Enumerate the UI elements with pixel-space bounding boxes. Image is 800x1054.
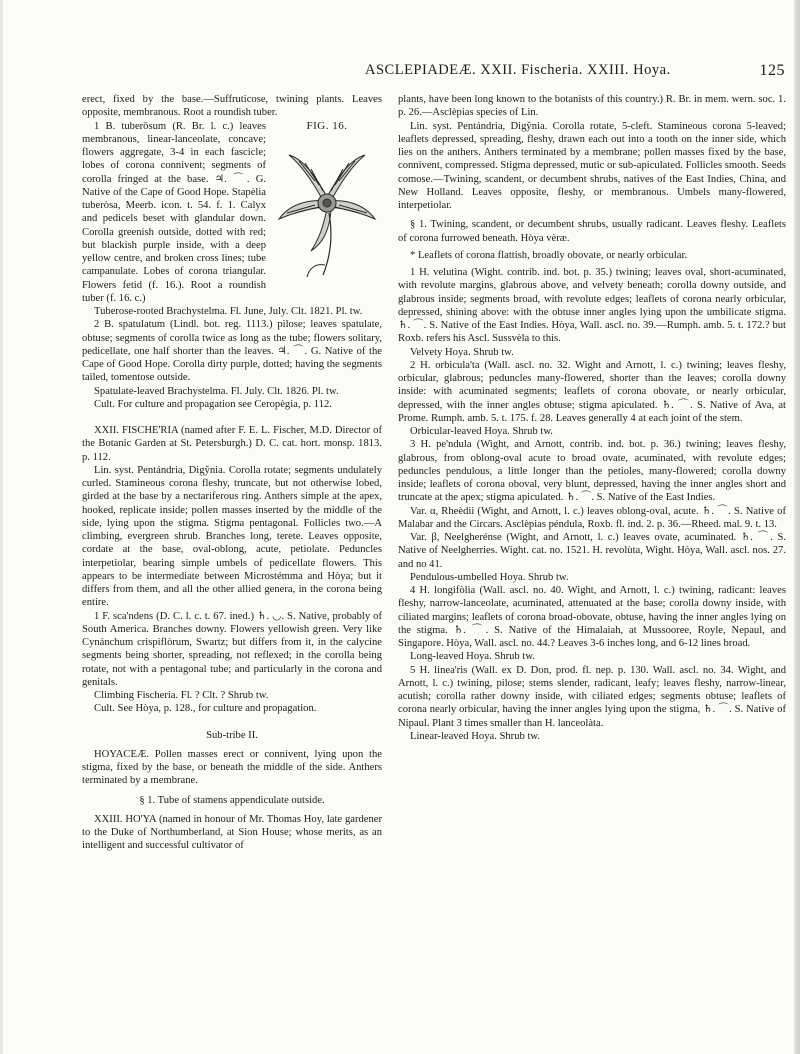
paragraph: Pendulous-umbelled Hoya. Shrub tw. xyxy=(410,571,569,583)
paragraph: 4 H. longifòlia (Wall. ascl. no. 40. Wight, and Arnott, l. c.) twining, radicant: leaves fleshy, narrow-lanceolate, acuminated, attenuated at the base; corolla downy inside, with ciliated margins; leaflets of corona broad-obovate, obtuse, having the inner angles lying on the stigma. ♄. ⌒. S. Native of the Himalaiah, at Mussooree, Royle, Nepaul, and Singapore. Hòya, Wall. ascl. no. 44.? Leaves 3-6 inches long, and 6-12 lines broad. xyxy=(398,585,786,649)
figure-16 xyxy=(272,120,382,285)
paragraph: 1 B. tuberōsum (R. Br. l. c.) leaves membranous, linear-lanceolate, concave; flowers aggregate, 3-4 in each fascicle; lobes of corona connivent; segments of corolla fringed at the base. ♃. ⌒. G. Native of the Cape of Good Hope. Stapèlia tuberòsa, Meerb. icon. t. 54. f. 1. Calyx and pedicels beset with glandular down. Corolla greenish outside, dotted with red; but blackish purple inside, with a deep yellow centre, and broken cross lines; tube campanulate. Lobes of corona triangular. Flowers fetid (f. 16.). Root a roundish tuber (f. 16. c.) xyxy=(82,120,266,304)
paragraph: XXII. FISCHE'RIA (named after F. E. L. Fischer, M.D. Director of the Botanic Garden at St. Petersburgh.) D. C. cat. hort. monsp. 1813. p. 112. xyxy=(82,425,382,463)
paragraph: Tuberose-rooted Brachystelma. Fl. June, July. Clt. 1821. Pl. tw. xyxy=(94,306,363,317)
page-edge-right xyxy=(794,0,800,1054)
paragraph: HOYACEÆ. Pollen masses erect or connivent, lying upon the stigma, fixed by the base, or beneath the middle of the side. Anthers terminated by a membrane. xyxy=(82,748,382,787)
section-heading: § 1. Tube of stamens appendiculate outside. xyxy=(139,794,325,806)
paragraph: Climbing Fischeria. Fl. ? Clt. ? Shrub tw. xyxy=(94,690,269,701)
brachystelma-flower-illustration xyxy=(275,135,379,285)
paragraph: 2 H. orbicula'ta (Wall. ascl. no. 32. Wight and Arnott, l. c.) twining; leaves fleshy, orbicular, glabrous; peduncles many-flowered, shorter than the leaves; corolla downy inside: with acuminated segments; leaflets of corona obovate, or nearly orbicular, depressed, with the inner angles obtuse; stigma apiculated. ♄. ⌒. S. Native of Ava, at Prome. Rumph. amb. 5. t. 175. f. 28. Leaves generally 4 at each joint of the stem. xyxy=(398,359,786,424)
paragraph: Cult. For culture and propagation see Ceropègia, p. 112. xyxy=(94,398,332,410)
running-title: ASCLEPIADEÆ. XXII. Fischeria. XXIII. Hoya. xyxy=(365,62,671,78)
paragraph: XXIII. HO'YA (named in honour of Mr. Thomas Hoy, late gardener to the Duke of Northumberland, at Sion House; whose merits, as an intelligent and successful cultivator of xyxy=(82,813,382,852)
paragraph: erect, fixed by the base.—Suffruticose, twining plants. Leaves opposite, membranous. Root a roundish tuber. xyxy=(82,94,382,119)
paragraph: 3 H. pe'ndula (Wight, and Arnott, contrib. ind. bot. p. 36.) twining; leaves fleshy, glabrous, from oblong-oval acute to broad ovate, acuminated, with revolute edges; peduncles pendulous, a little longer than the petioles, many-flowered; corolla downy inside; leaflets of corona oboval, very blunt, depressed, having the inner angles short and truncate at the apex; stigma apiculated. ♄. ⌒. S. Native of the East Indies. xyxy=(398,439,786,504)
paragraph: 1 F. sca'ndens (D. C. l. c. t. 67. ined.) ♄. ◡. S. Native, probably of South America. Branches downy. Flowers yellowish green. Very like Cynánchum crispiflòrum, Swartz; but differs from it, in the calycine segments being shorter, spreading, not reflexed; in the corolla being rotate, not with a pentagonal tube; and particularly in the corona and genitals. xyxy=(82,610,382,688)
paragraph: * Leaflets of corona flattish, broadly obovate, or nearly orbicular. xyxy=(410,249,688,261)
left-column xyxy=(82,93,382,853)
paragraph: Cult. See Hòya, p. 128., for culture and propagation. xyxy=(94,703,317,715)
paragraph: Var. β, Neelgherénse (Wight, and Arnott, l. c.) leaves ovate, acuminated. ♄. ⌒. S. Native of Neelgherries. Wight. cat. no. 1521. H. revolùta, Wight. Hòya, Wall. ascl. nos. 27. and no 41. xyxy=(398,532,786,570)
paragraph: Lin. syst. Pentándria, Digy̆nia. Corolla rotate, 5-cleft. Stamineous corona 5-leaved; leaflets depressed, spreading, fleshy, drawn each out into a tooth on the inner side, which lies on the anthers. Anthers terminated by a membrane; pollen masses fixed by the base, connivent, compressed. Stigma depressed, mutic or sub-apiculated. Follicles smooth. Seeds comose.—Twining, scandent, or decumbent shrubs, natives of the East Indies, China, and New Holland. Leaves opposite, fleshy, or membranous. Umbels many-flowered, interpetiolar. xyxy=(398,120,786,211)
running-header xyxy=(365,62,785,82)
paragraph: 5 H. linea'ris (Wall. ex D. Don, prod. fl. nep. p. 130. Wall. ascl. no. 34. Wight, and Arnott, l. c.) twining, pilose; stems slender, radicant, leafy; leaves fleshy, narrow-linear, acutish; corolla rather downy inside, with ciliated edges; segments obtuse; leaflets of corona nearly orbicular, having the inner angles lying upon the stigma, ♄. ⌒. S. Native of Nipaul. Plant 3 times smaller than H. lanceolàta. xyxy=(398,664,786,729)
page-edge-left xyxy=(0,0,3,1054)
paragraph: Velvety Hoya. Shrub tw. xyxy=(410,346,514,358)
paragraph: Lin. syst. Pentándria, Digy̆nia. Corolla rotate; segments undulately curled. Stamineous corona fleshy, truncate, but not otherwise lobed, girded at the base by a nectariferous ring. Anthers simple at the apex, hooked, replicate inside; pollen masses inserted by the middle of the side, lying upon the stigma. Stigma pentagonal. Follicles two.—A climbing, evergreen shrub. Branches long, terete. Leaves opposite, cordate at the base, oval-oblong, acute, petiolate. Peduncles interpetiolar, bearing simple umbels of pedicellate flowers. This appears to be intermediate between Microstémma and Hòya; but it differs from them, and all the other allied genera, in the corona being entire. xyxy=(82,464,382,609)
right-column xyxy=(398,93,786,743)
paragraph: Linear-leaved Hoya. Shrub tw. xyxy=(410,730,541,742)
figure-label: FIG. 16. xyxy=(306,119,348,132)
paragraph: 2 B. spatulatum (Lindl. bot. reg. 1113.) pilose; leaves spatulate, obtuse; segments of corolla twice as long as the tube; flowers solitary, pedicellate, one half shorter than the leaves. ♃. ⌒. G. Native of the Cape of Good Hope. Corolla dirty purple, dotted; having the segments tailed, tomentose outside. xyxy=(82,319,382,384)
paragraph: Orbicular-leaved Hoya. Shrub tw. xyxy=(410,426,553,437)
paragraph: Spatulate-leaved Brachystelma. Fl. July. Clt. 1826. Pl. tw. xyxy=(94,385,339,397)
paragraph: Long-leaved Hoya. Shrub tw. xyxy=(410,651,535,663)
paragraph: 1 H. velutìna (Wight. contrib. ind. bot. p. 35.) twining; leaves oval, short-acuminated, with revolute margins, glabrous above, and velvety beneath; corolla downy outside, and glabrous inside; segments broad, with revolute edges; leaflets of corona nearly orbicular, depressed, shining above: with the obtuse inner angles lying upon the umbilicate stigma. ♄. ⌒. S. Native of the East Indies. Hòya, Wall. ascl. no. 39.—Rumph. amb. 5. t. 172.? but Roxb. refers his Ascl. Sussvèla to this. xyxy=(398,267,786,345)
paragraph: plants, have been long known to the botanists of this country.) R. Br. in mem. wern. soc. 1. p. 26.—Asclèpias species of Lin. xyxy=(398,94,786,119)
paragraph: Var. α, Rheèdii (Wight, and Arnott, l. c.) leaves oblong-oval, acute. ♄. ⌒. S. Native of Malabar and the Circars. Asclèpias péndula, Roxb. fl. ind. 2. p. 36.—Rheed. mal. 9. t. 13. xyxy=(398,505,786,530)
page-number: 125 xyxy=(759,62,785,79)
subtribe-heading: Sub-tribe II. xyxy=(206,729,258,741)
paragraph: § 1. Twining, scandent, or decumbent shrubs, usually radicant. Leaves fleshy. Leaflets of corona furrowed beneath. Hòya vèræ. xyxy=(398,219,786,244)
